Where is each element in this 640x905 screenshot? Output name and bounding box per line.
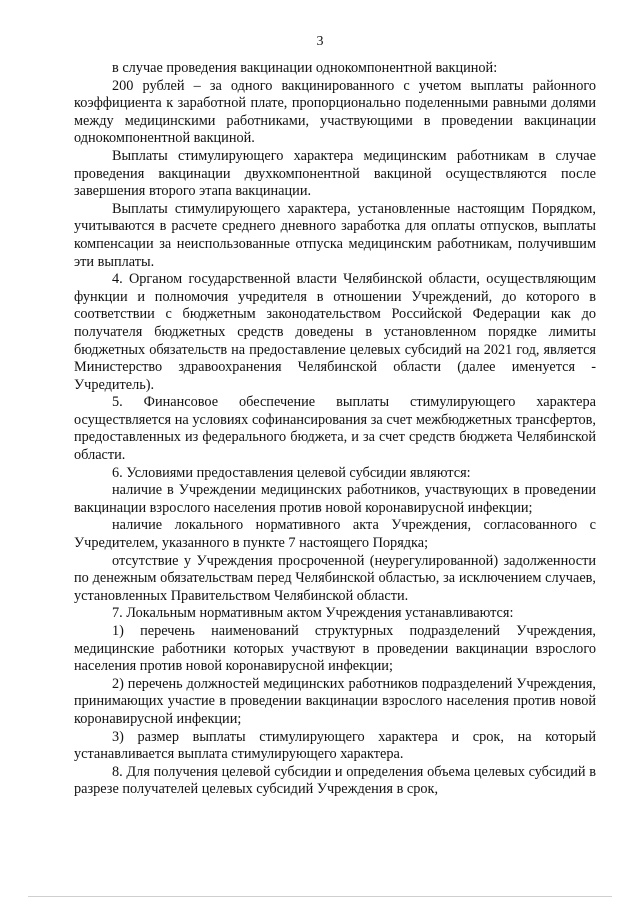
- paragraph-list-item-2: 2) перечень должностей медицинских работников подразделений Учреждения, принимающих участие в проведении вакцинации взрослого населения против новой коронавирусной инфекции;: [74, 675, 596, 727]
- paragraph-item-4-founder: 4. Органом государственной власти Челябинской области, осуществляющим функции и полномочия учредителя в отношении Учреждений, до которого в соответствии с бюджетным законодательством Российской Федерации как до получателя бюджетных средств доведены в установленном порядке лимиты бюджетных обязательств на предоставление целевых субсидий на 2021 год, является Министерство здравоохранения Челябинской области (далее именуется - Учредитель).: [74, 271, 596, 393]
- paragraph-item-6-conditions: 6. Условиями предоставления целевой субсидии являются:: [112, 464, 471, 481]
- paragraph-vaccination-single-component: в случае проведения вакцинации однокомпонентной вакциной:: [112, 60, 498, 76]
- paragraph-payments-average-wage: Выплаты стимулирующего характера, установленные настоящим Порядком, учитываются в расчете среднего дневного заработка для оплаты отпусков, выплаты компенсации за неиспользованные отпуска медицинским работникам, получившим эти выплаты.: [74, 200, 596, 270]
- page-bottom-edge: [28, 896, 612, 897]
- paragraph-condition-no-debt: отсутствие у Учреждения просроченной (неурегулированной) задолженности по денежным обязательствам перед Челябинской областью, за исключением случаев, установленных Правительством Челябинской области.: [74, 552, 596, 604]
- paragraph-200-rubles: 200 рублей – за одного вакцинированного с учетом выплаты районного коэффициента к заработной плате, пропорционально поделенными равными долями между медицинскими работниками, участвующими в проведении вакцинации однокомпонентной вакциной.: [74, 77, 596, 147]
- page-number: 3: [316, 34, 324, 49]
- paragraph-condition-local-act: наличие локального нормативного акта Учреждения, согласованного с Учредителем, указанного в пункте 7 настоящего Порядка;: [74, 517, 596, 552]
- document-body: [74, 60, 596, 799]
- paragraph-list-item-3: 3) размер выплаты стимулирующего характера и срок, на который устанавливается выплата стимулирующего характера.: [74, 728, 596, 763]
- paragraph-list-item-1: 1) перечень наименований структурных подразделений Учреждения, медицинские работники которых участвуют в проведении вакцинации взрослого населения против новой коронавирусной инфекции;: [74, 623, 596, 675]
- paragraph-item-5-financing: 5. Финансовое обеспечение выплаты стимулирующего характера осуществляется на условиях софинансирования за счет межбюджетных трансфертов, предоставленных из федерального бюджета, и за счет средств бюджета Челябинской области.: [74, 394, 596, 464]
- paragraph-two-component-payments: Выплаты стимулирующего характера медицинским работникам в случае проведения вакцинации двухкомпонентной вакциной осуществляются после завершения второго этапа вакцинации.: [74, 147, 596, 200]
- paragraph-item-7-local-act: 7. Локальным нормативным актом Учреждения устанавливаются:: [112, 605, 514, 622]
- paragraph-item-8-subsidy: 8. Для получения целевой субсидии и определения объема целевых субсидий в разрезе получателей целевых субсидий Учреждения в срок,: [74, 763, 596, 798]
- paragraph-condition-medical-workers: наличие в Учреждении медицинских работников, участвующих в проведении вакцинации взрослого населения против новой коронавирусной инфекции;: [74, 482, 596, 516]
